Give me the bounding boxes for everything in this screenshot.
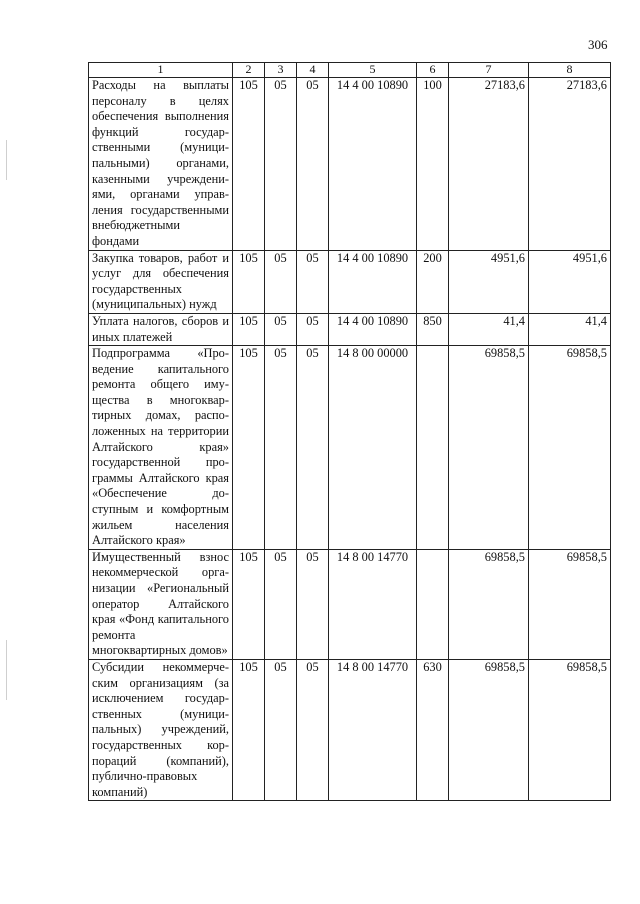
- subsection-code-cell: 05: [297, 250, 329, 313]
- table-row: [89, 78, 611, 251]
- amount-cell: 69858,5: [529, 659, 611, 800]
- target-article-cell: 14 4 00 10890: [329, 78, 417, 251]
- target-article-cell: 14 8 00 14770: [329, 659, 417, 800]
- expense-type-cell: 630: [417, 659, 449, 800]
- amount-cell: 69858,5: [449, 659, 529, 800]
- subsection-code-cell: 05: [297, 346, 329, 550]
- subsection-code-cell: 05: [297, 549, 329, 659]
- amount-cell: 69858,5: [449, 346, 529, 550]
- expense-type-cell: 850: [417, 313, 449, 345]
- page-number: 306: [588, 37, 608, 52]
- subsection-code-cell: 05: [297, 78, 329, 251]
- table-row: [89, 659, 611, 800]
- target-article-cell: 14 8 00 00000: [329, 346, 417, 550]
- table-row: [89, 313, 611, 345]
- column-header: 2: [233, 63, 265, 78]
- scan-edge-mark: [6, 140, 7, 180]
- expense-name-cell: Уплата налогов, сборов и иных платежей: [89, 313, 233, 345]
- expense-name-cell: Подпрограмма «Проведение капитального ремонта общего имущества в многоквартирных домах, расположенных на территории Алтайского края» государственной программы Алтайского края «Обеспечение доступным и комфортным жильем населения Алтайского края»: [89, 346, 233, 550]
- subsection-code-cell: 05: [297, 313, 329, 345]
- ministry-code-cell: 105: [233, 313, 265, 345]
- amount-cell: 27183,6: [529, 78, 611, 251]
- header-row: [89, 63, 611, 78]
- target-article-cell: 14 4 00 10890: [329, 250, 417, 313]
- column-header: 3: [265, 63, 297, 78]
- subsection-code-cell: 05: [297, 659, 329, 800]
- ministry-code-cell: 105: [233, 549, 265, 659]
- table-row: [89, 549, 611, 659]
- ministry-code-cell: 105: [233, 346, 265, 550]
- expense-type-cell: [417, 549, 449, 659]
- column-header: 4: [297, 63, 329, 78]
- expense-name-cell: Субсидии некоммерческим организациям (за исключением государственных (муниципальных) учреждений, государственных корпораций (компаний), публично-правовых компаний): [89, 659, 233, 800]
- amount-cell: 4951,6: [449, 250, 529, 313]
- column-header: 1: [89, 63, 233, 78]
- target-article-cell: 14 4 00 10890: [329, 313, 417, 345]
- ministry-code-cell: 105: [233, 78, 265, 251]
- column-header: 7: [449, 63, 529, 78]
- expense-type-cell: [417, 346, 449, 550]
- amount-cell: 69858,5: [449, 549, 529, 659]
- expense-type-cell: 200: [417, 250, 449, 313]
- expense-name-cell: Закупка товаров, работ и услуг для обеспечения государственных (муниципальных) нужд: [89, 250, 233, 313]
- amount-cell: 69858,5: [529, 346, 611, 550]
- table-row: [89, 346, 611, 550]
- target-article-cell: 14 8 00 14770: [329, 549, 417, 659]
- budget-table: [88, 62, 611, 801]
- section-code-cell: 05: [265, 346, 297, 550]
- amount-cell: 41,4: [449, 313, 529, 345]
- ministry-code-cell: 105: [233, 659, 265, 800]
- section-code-cell: 05: [265, 313, 297, 345]
- scan-edge-mark: [6, 640, 7, 700]
- section-code-cell: 05: [265, 78, 297, 251]
- section-code-cell: 05: [265, 250, 297, 313]
- amount-cell: 69858,5: [529, 549, 611, 659]
- table-row: [89, 250, 611, 313]
- expense-type-cell: 100: [417, 78, 449, 251]
- column-header: 5: [329, 63, 417, 78]
- ministry-code-cell: 105: [233, 250, 265, 313]
- amount-cell: 4951,6: [529, 250, 611, 313]
- section-code-cell: 05: [265, 549, 297, 659]
- column-header: 6: [417, 63, 449, 78]
- amount-cell: 41,4: [529, 313, 611, 345]
- amount-cell: 27183,6: [449, 78, 529, 251]
- column-header: 8: [529, 63, 611, 78]
- section-code-cell: 05: [265, 659, 297, 800]
- expense-name-cell: Имущественный взнос некоммерческой организации «Региональный оператор Алтайского края «Фонд капитального ремонта многоквартирных домов»: [89, 549, 233, 659]
- expense-name-cell: Расходы на выплаты персоналу в целях обеспечения выполнения функций государственными (муниципальными) органами, казенными учреждениями, органами управления государственными внебюджетными фондами: [89, 78, 233, 251]
